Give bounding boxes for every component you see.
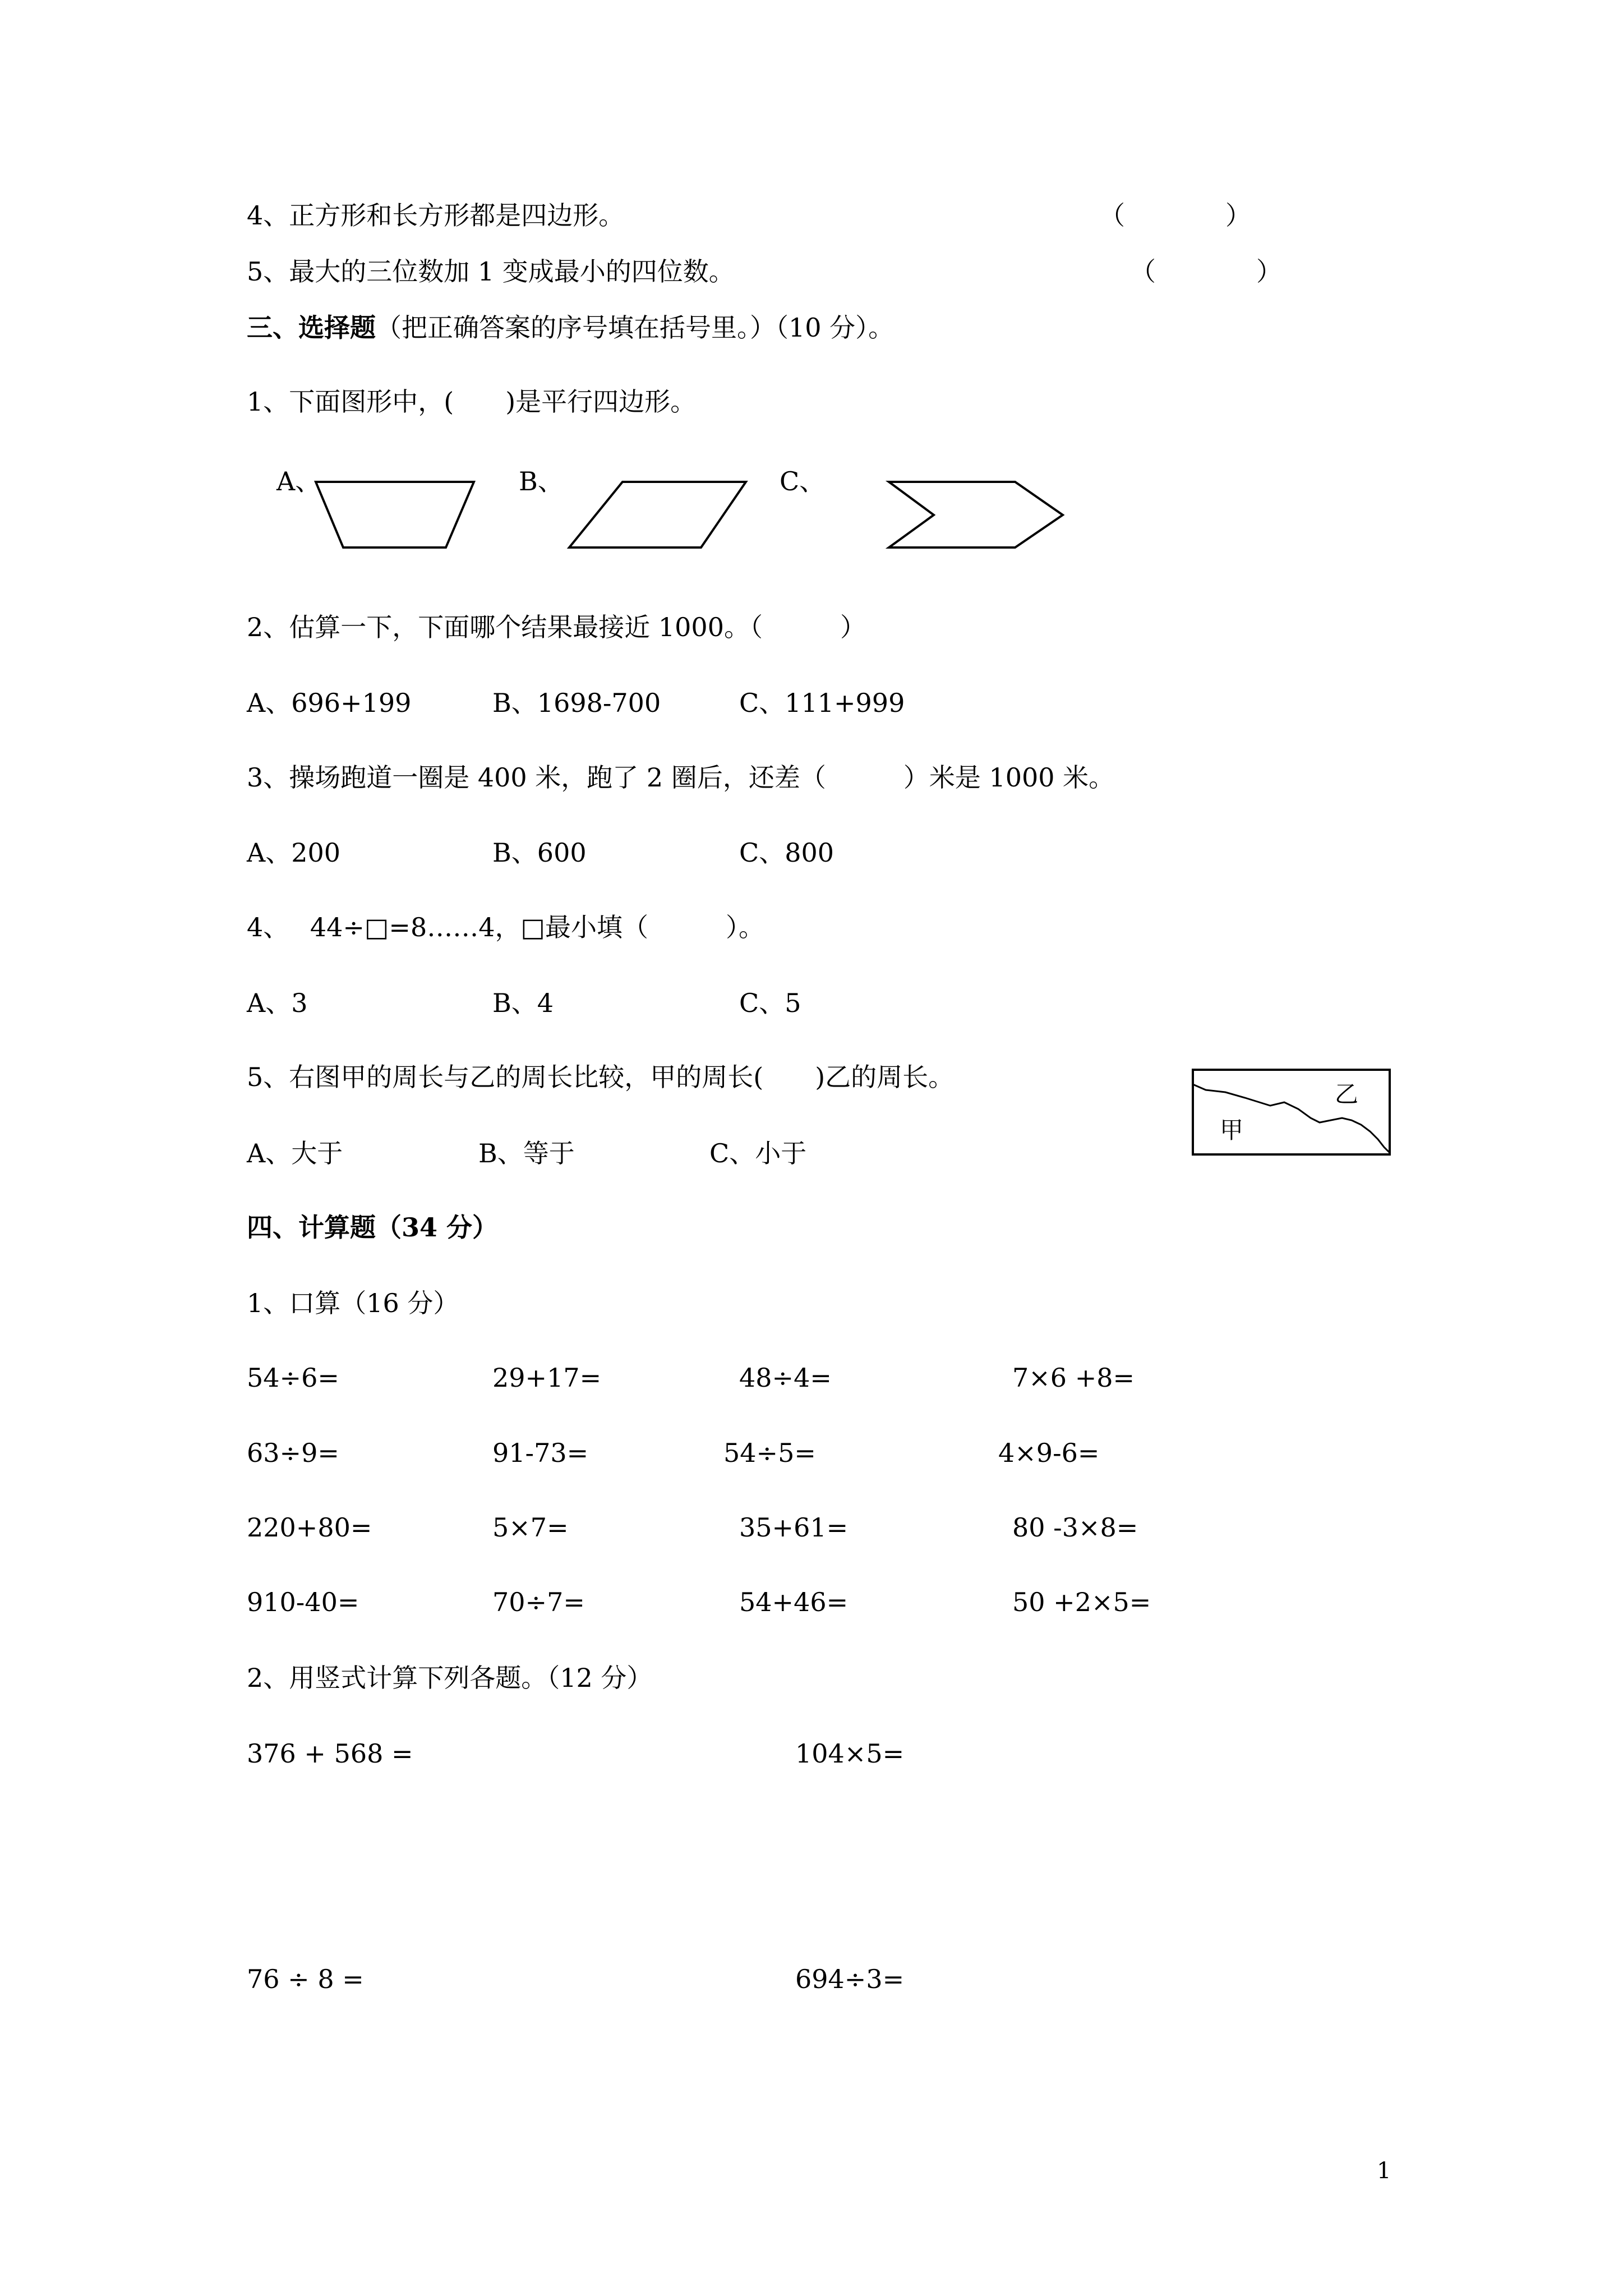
oral-calc-title: 1、口算（16 分） (247, 1288, 459, 1318)
choice-q4-text: 4、 44÷□=8……4，□最小填（ ）。 (247, 912, 764, 942)
choice-section-instruction: （把正确答案的序号填在括号里。）（10 分）。 (376, 312, 895, 343)
choice-q2-option-a: A、696+199 (247, 688, 412, 718)
choice-q3-text: 3、操场跑道一圈是 400 米，跑了 2 圈后，还差（ ）米是 1000 米。 (247, 762, 1115, 793)
perimeter-figure (1192, 1069, 1391, 1156)
oral-calc-item: 7×6 +8= (1012, 1363, 1135, 1393)
oral-calc-item: 54÷5= (723, 1438, 816, 1468)
vertical-calc-title: 2、用竖式计算下列各题。（12 分） (247, 1663, 653, 1693)
choice-q2-option-b: B、1698-700 (492, 688, 661, 718)
oral-calc-item: 29+17= (492, 1363, 602, 1393)
calc-section-title: 四、计算题（34 分） (247, 1212, 499, 1243)
judge-q4-paren-close: ） (1225, 200, 1251, 231)
choice-q2-text: 2、估算一下，下面哪个结果最接近 1000。（ ） (247, 612, 866, 642)
oral-calc-item: 910-40= (247, 1587, 359, 1617)
choice-q3-option-b: B、600 (492, 838, 587, 868)
choice-q4-option-c: C、5 (739, 988, 801, 1018)
trapezoid-figure (314, 480, 477, 550)
arrow-figure (886, 480, 1066, 550)
judge-q4-paren-open: （ (1099, 200, 1125, 231)
oral-calc-item: 63÷9= (247, 1438, 339, 1468)
oral-calc-item: 54÷6= (247, 1363, 339, 1393)
oral-calc-item: 5×7= (492, 1512, 569, 1543)
perimeter-label-yi: 乙 (1335, 1080, 1359, 1108)
vertical-calc-item: 694÷3= (795, 1964, 905, 1994)
choice-q4-option-b: B、4 (492, 988, 554, 1018)
choice-q3-option-a: A、200 (247, 838, 341, 868)
oral-calc-item: 50 +2×5= (1012, 1587, 1151, 1617)
choice-q1-text: 1、下面图形中，( )是平行四边形。 (247, 386, 697, 417)
choice-q2-option-c: C、111+999 (739, 688, 905, 718)
oral-calc-item: 54+46= (739, 1587, 849, 1617)
oral-calc-item: 35+61= (739, 1512, 849, 1543)
oral-calc-item: 70÷7= (492, 1587, 585, 1617)
choice-q5-text: 5、右图甲的周长与乙的周长比较，甲的周长( )乙的周长。 (247, 1062, 955, 1092)
choice-q5-option-a: A、大于 (247, 1138, 343, 1168)
judge-q5-paren-close: ） (1256, 256, 1282, 287)
choice-q3-option-c: C、800 (739, 838, 834, 868)
vertical-calc-item: 104×5= (795, 1738, 905, 1769)
choice-q1-option-c: C、 (780, 466, 826, 496)
oral-calc-item: 48÷4= (739, 1363, 832, 1393)
perimeter-label-jia: 甲 (1220, 1116, 1244, 1144)
judge-q4-text: 4、正方形和长方形都是四边形。 (247, 200, 625, 231)
page-number: 1 (1377, 2158, 1391, 2184)
choice-section-heading (247, 312, 894, 343)
judge-q5-text: 5、最大的三位数加 1 变成最小的四位数。 (247, 256, 735, 287)
oral-calc-item: 80 -3×8= (1012, 1512, 1138, 1543)
choice-q1-option-b: B、 (519, 466, 564, 496)
choice-q5-option-c: C、小于 (709, 1138, 807, 1168)
choice-q4-option-a: A、3 (247, 988, 308, 1018)
parallelogram-figure (566, 480, 749, 550)
oral-calc-item: 91-73= (492, 1438, 589, 1468)
vertical-calc-item: 76 ÷ 8 = (247, 1964, 364, 1994)
oral-calc-item: 4×9-6= (998, 1438, 1100, 1468)
choice-q5-option-b: B、等于 (478, 1138, 575, 1168)
judge-q5-paren-open: （ (1130, 256, 1156, 287)
choice-q1-option-a: A、 (276, 466, 321, 496)
oral-calc-item: 220+80= (247, 1512, 372, 1543)
vertical-calc-item: 376 + 568 = (247, 1738, 413, 1769)
choice-section-title: 三、选择题 (247, 312, 376, 343)
